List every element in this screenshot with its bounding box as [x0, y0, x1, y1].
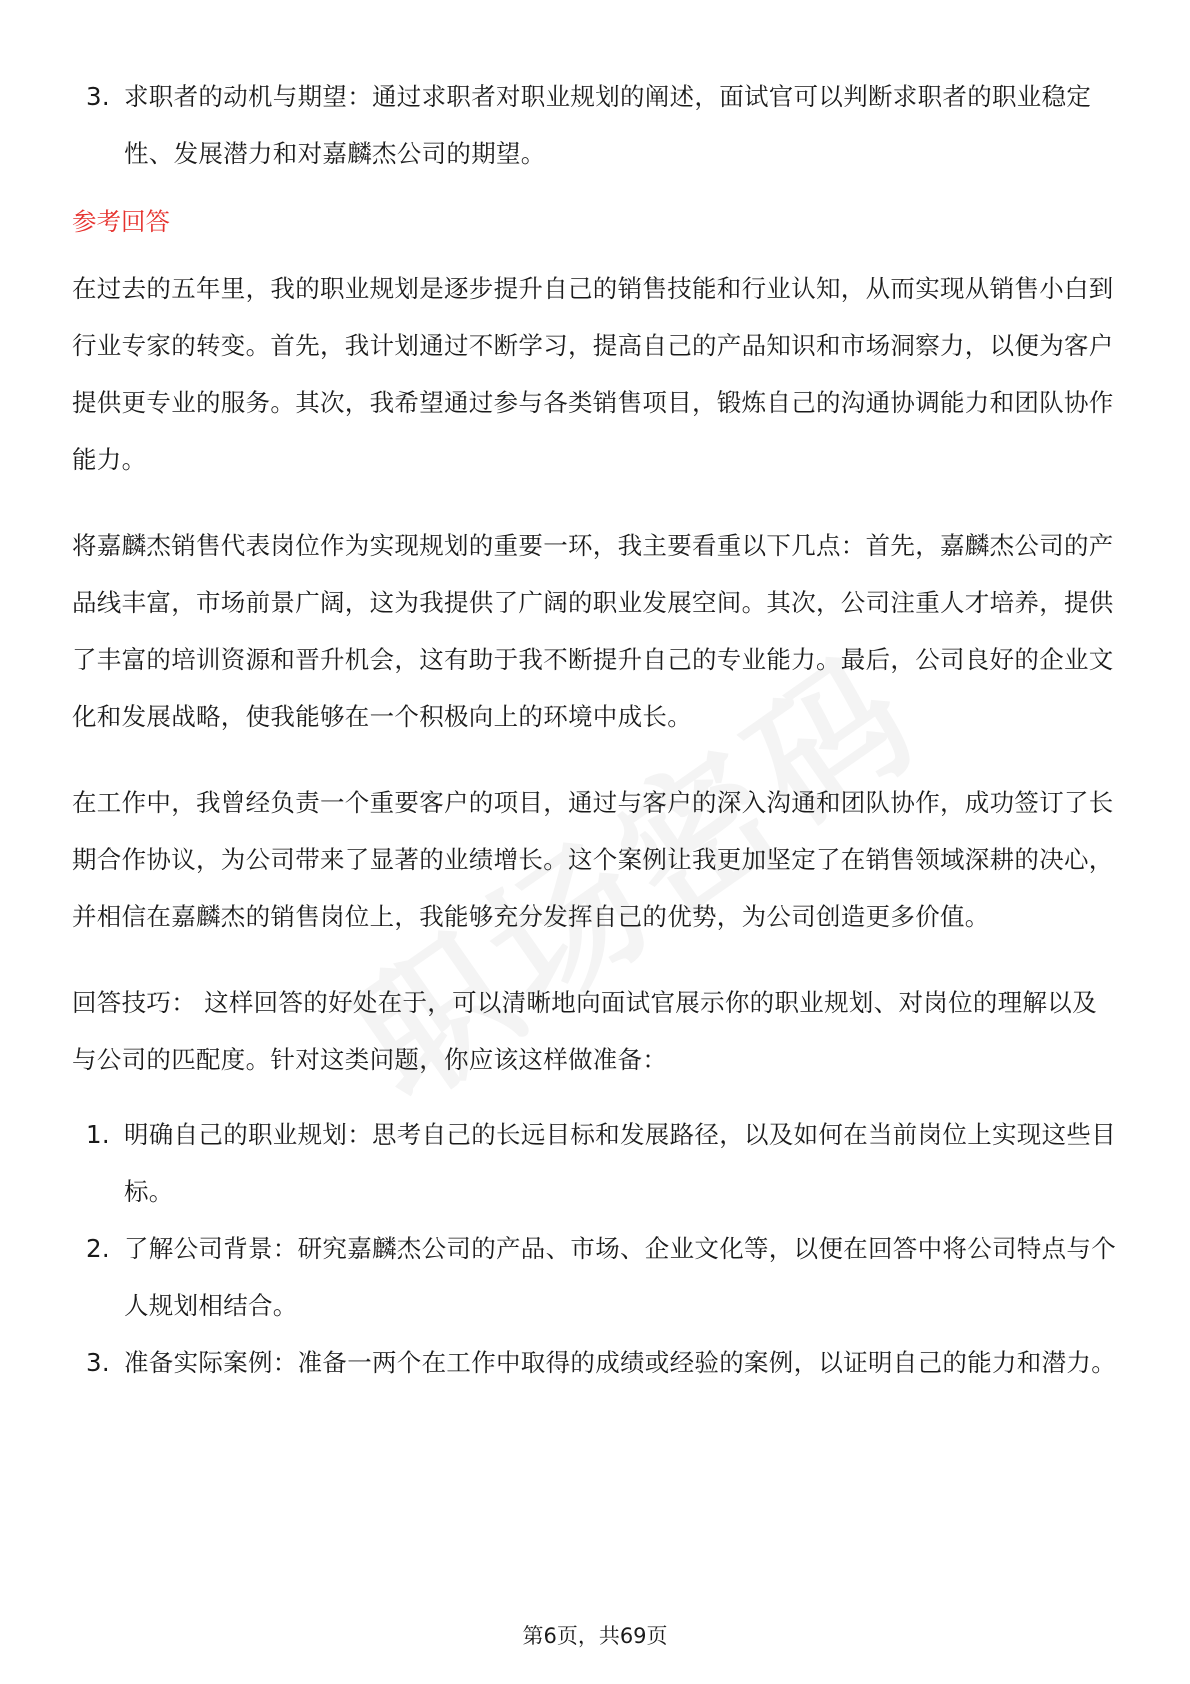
list-item-number: 1. [86, 1120, 110, 1149]
list-item [72, 1334, 1118, 1391]
section-title: 参考回答 [72, 207, 170, 236]
list-item [72, 1220, 1118, 1334]
list-item-number: 2. [86, 1234, 110, 1263]
page-footer: 第6页，共69页 [522, 1624, 668, 1648]
list-item [72, 68, 1118, 182]
list-item-text: 了解公司背景：研究嘉麟杰公司的产品、市场、企业文化等，以便在回答中将公司特点与个人规划相结合。 [124, 1234, 1116, 1320]
paragraph-3: 在工作中，我曾经负责一个重要客户的项目，通过与客户的深入沟通和团队协作，成功签订了长期合作协议，为公司带来了显著的业绩增长。这个案例让我更加坚定了在销售领域深耕的决心，并相信在嘉麟杰的销售岗位上，我能够充分发挥自己的优势，为公司创造更多价值。 [72, 788, 1114, 931]
list-item-text: 明确自己的职业规划：思考自己的长远目标和发展路径，以及如何在当前岗位上实现这些目标。 [124, 1120, 1116, 1206]
paragraph-tips-intro: 回答技巧： 这样回答的好处在于，可以清晰地向面试官展示你的职业规划、对岗位的理解以及与公司的匹配度。针对这类问题，你应该这样做准备： [72, 988, 1097, 1074]
list-item-number: 3. [86, 1348, 110, 1377]
list-item-number: 3. [86, 82, 110, 111]
list-item-text: 准备实际案例：准备一两个在工作中取得的成绩或经验的案例，以证明自己的能力和潜力。 [124, 1348, 1116, 1377]
paragraph-1: 在过去的五年里，我的职业规划是逐步提升自己的销售技能和行业认知，从而实现从销售小白到行业专家的转变。首先，我计划通过不断学习，提高自己的产品知识和市场洞察力，以便为客户提供更专业的服务。其次，我希望通过参与各类销售项目，锻炼自己的沟通协调能力和团队协作能力。 [72, 274, 1114, 474]
list-item-text: 求职者的动机与期望：通过求职者对职业规划的阐述，面试官可以判断求职者的职业稳定性、发展潜力和对嘉麟杰公司的期望。 [124, 82, 1092, 168]
paragraph-2: 将嘉麟杰销售代表岗位作为实现规划的重要一环，我主要看重以下几点：首先，嘉麟杰公司的产品线丰富，市场前景广阔，这为我提供了广阔的职业发展空间。其次，公司注重人才培养，提供了丰富的培训资源和晋升机会，这有助于我不断提升自己的专业能力。最后，公司良好的企业文化和发展战略，使我能够在一个积极向上的环境中成长。 [72, 531, 1114, 731]
list-item [72, 1106, 1118, 1220]
intro-list [72, 68, 1118, 182]
tips-list [72, 1106, 1118, 1391]
